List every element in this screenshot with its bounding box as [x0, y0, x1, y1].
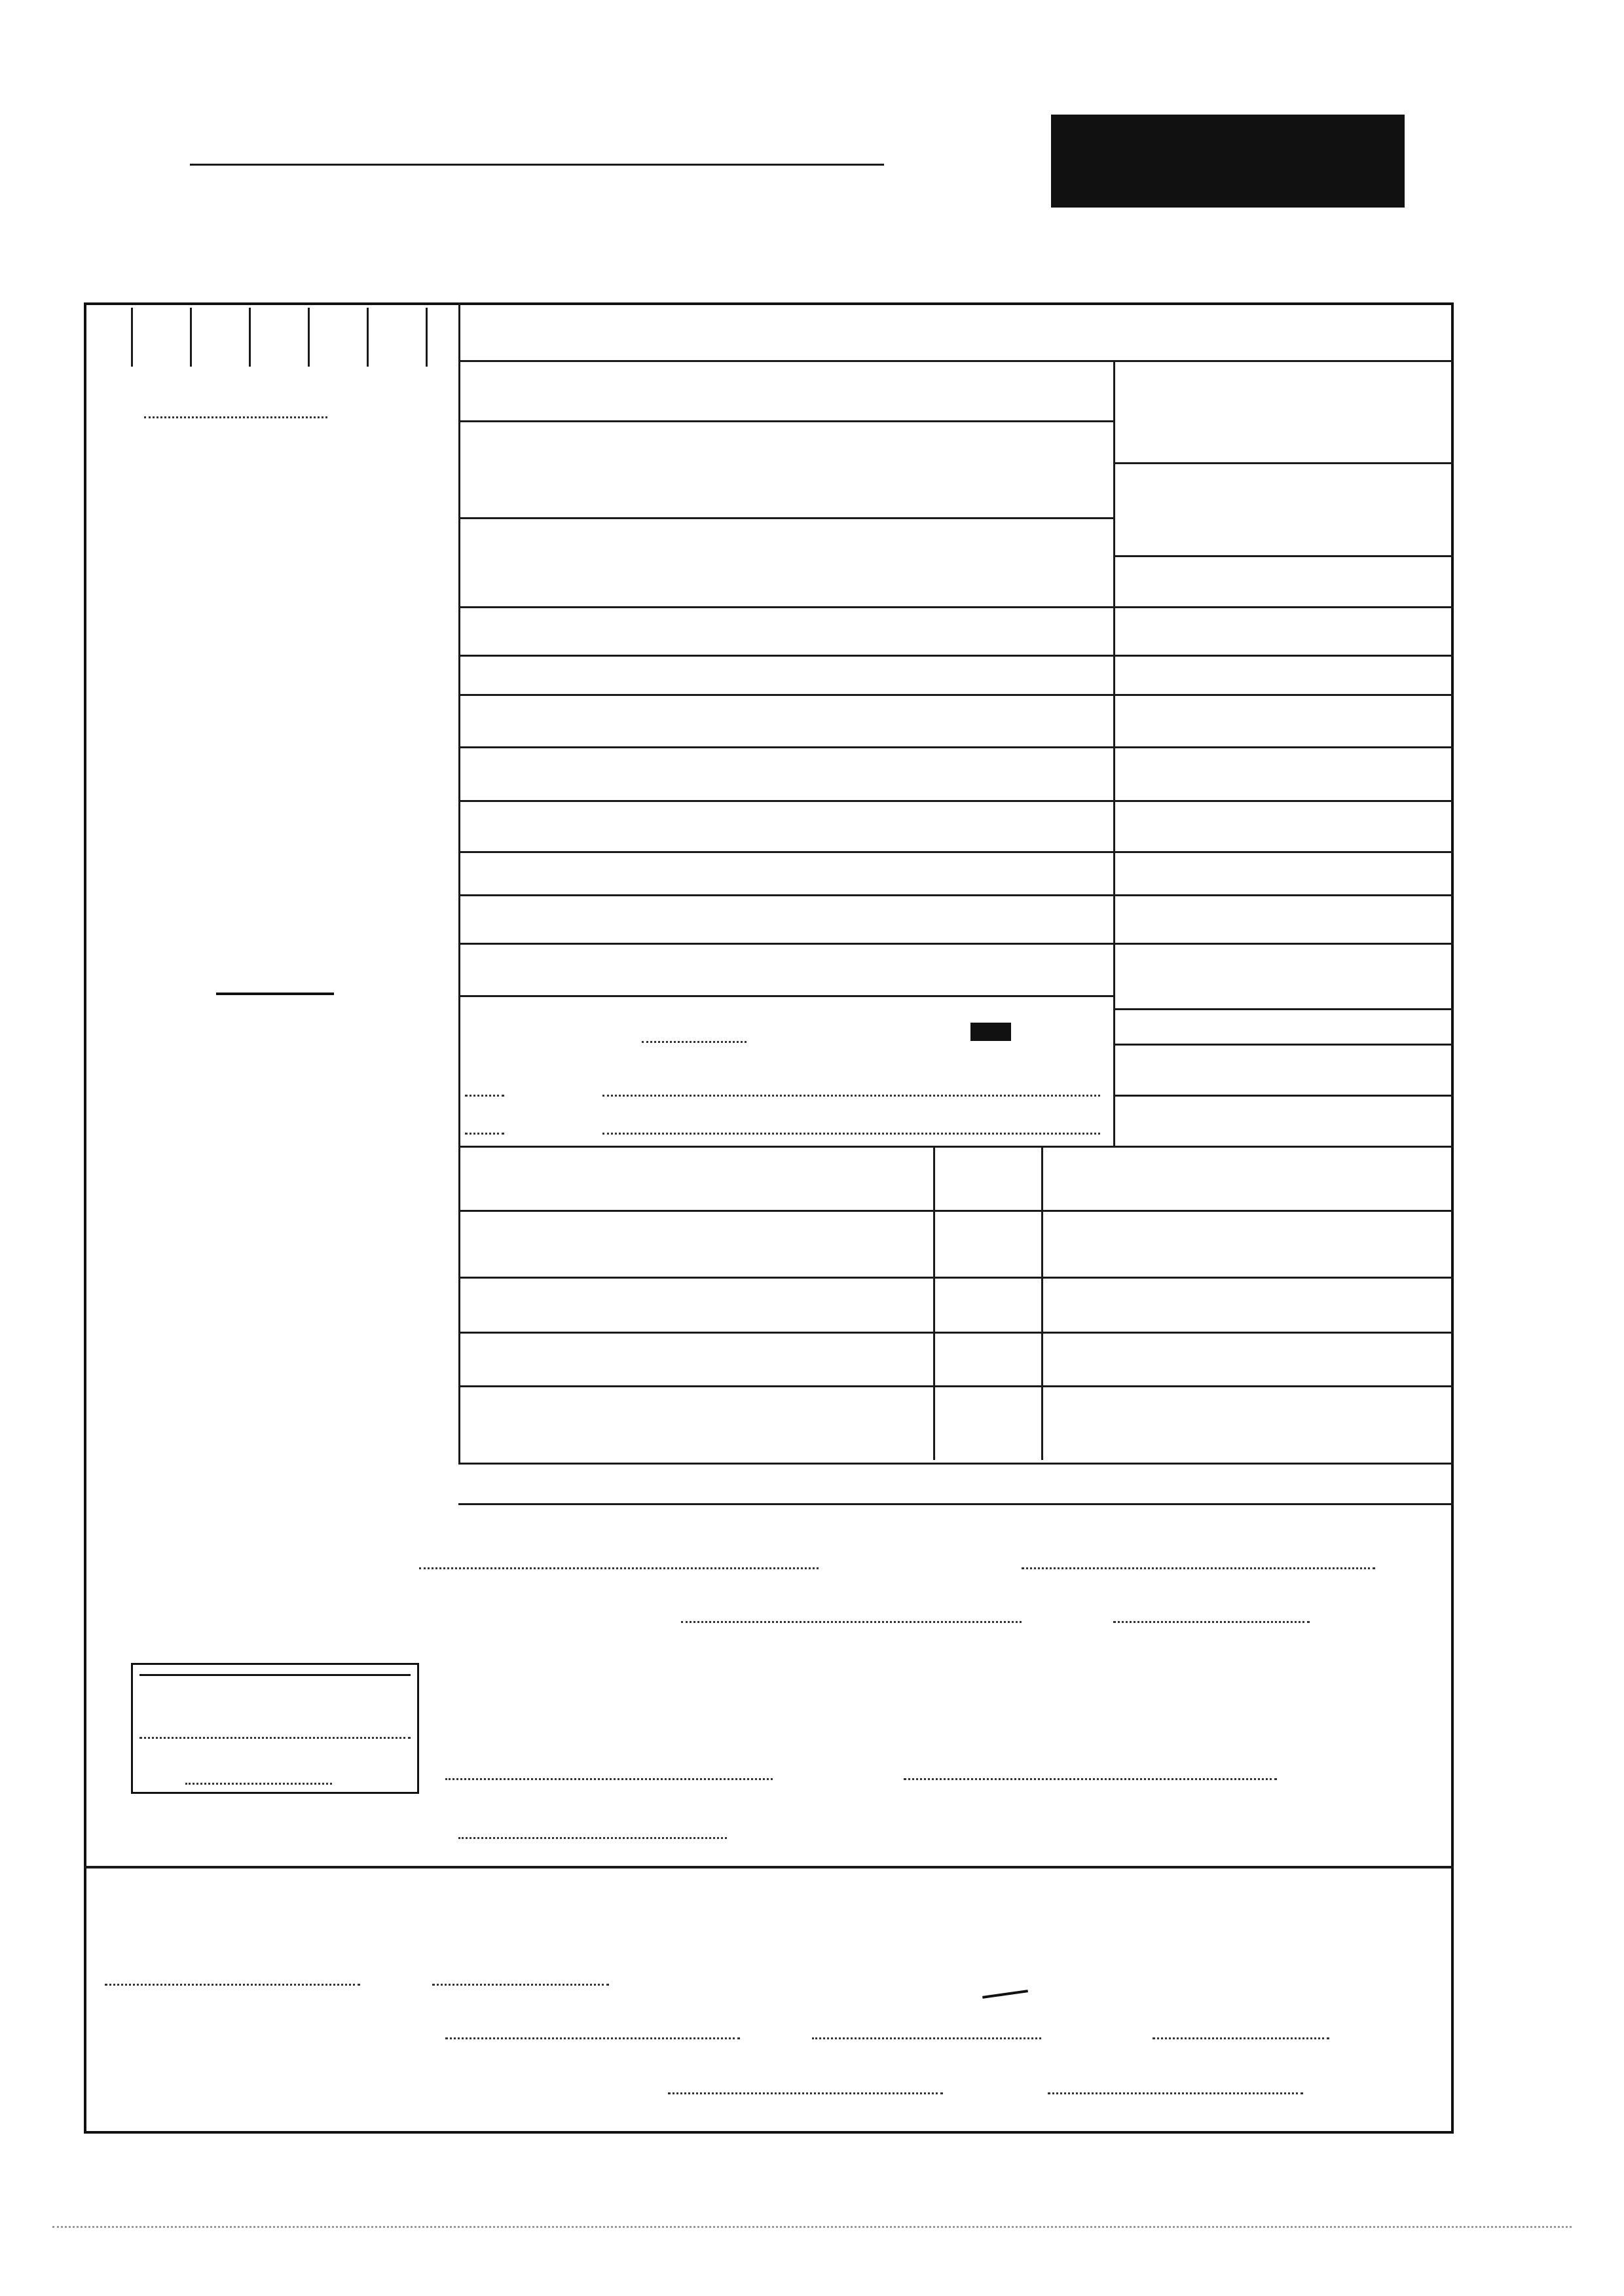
ghetto-dots: [105, 1984, 360, 1986]
law-logo: [216, 961, 334, 995]
husband-name-dots: [602, 1133, 1100, 1135]
row-divider: [1113, 943, 1454, 945]
field-line: [458, 894, 1113, 896]
field-line: [458, 517, 1113, 519]
row-divider: [1113, 606, 1454, 608]
witness-divider: [84, 1866, 1454, 1868]
row-divider: [1113, 1008, 1454, 1010]
children-count-dots: [642, 1041, 747, 1043]
etc-dots: [445, 2037, 740, 2039]
form-frame: [84, 302, 1454, 2134]
children-row-line: [458, 1463, 1454, 1465]
wife-name-dots: [602, 1095, 1100, 1097]
field-line: [458, 995, 1113, 997]
left-column-divider: [458, 302, 460, 1463]
approval-dots: [144, 416, 327, 418]
row-divider: [1113, 694, 1454, 696]
row-divider: [1113, 851, 1454, 853]
hiding-dots: [1153, 2037, 1329, 2039]
authority-underline: [190, 164, 884, 166]
struck-out-option: [970, 1023, 1011, 1041]
row-divider: [1113, 1095, 1454, 1097]
deceased-name-dots: [681, 1621, 1022, 1623]
label-column-divider: [1113, 360, 1115, 1146]
husband-age-dots: [465, 1133, 504, 1135]
address-dots: [419, 1567, 819, 1569]
declarant-name-dots: [1022, 1567, 1375, 1569]
field-line: [458, 943, 1113, 945]
children-col-divider: [1041, 1146, 1043, 1460]
scan-bottom-noise: [52, 2226, 1572, 2228]
row-divider: [1113, 800, 1454, 802]
row-divider: [1113, 1044, 1454, 1046]
children-row-line: [458, 1332, 1454, 1334]
field-line: [458, 800, 1113, 802]
instruction-divider: [458, 360, 1454, 362]
row-divider: [1113, 655, 1454, 657]
wife-age-dots: [465, 1095, 504, 1097]
citizenship-title: [139, 1670, 411, 1676]
field-line: [458, 851, 1113, 853]
forests-dots: [812, 2037, 1041, 2039]
approval-stub-boxes: [111, 308, 452, 367]
children-col-divider: [933, 1146, 935, 1460]
witness-address-dots: [668, 2092, 943, 2094]
row-divider: [1113, 555, 1454, 557]
row-divider: [1113, 746, 1454, 748]
field-line: [458, 606, 1113, 608]
witness-signature-dots: [1048, 2092, 1303, 2094]
children-table-top: [458, 1146, 1454, 1148]
row-divider: [1113, 462, 1454, 464]
signature-dots: [445, 1778, 773, 1780]
field-line: [458, 694, 1113, 696]
citizenship-box: [131, 1663, 419, 1794]
children-row-line: [458, 1277, 1454, 1279]
field-line: [458, 420, 1113, 422]
field-line: [458, 746, 1113, 748]
yad-vashem-logo: [1051, 115, 1405, 208]
note-line: [458, 1503, 1454, 1505]
official-signature-dots: [458, 1837, 727, 1839]
place-date-dots: [904, 1778, 1277, 1780]
children-header-line: [458, 1210, 1454, 1212]
field-line: [458, 655, 1113, 657]
camp-dots: [432, 1984, 609, 1986]
children-row-line: [458, 1385, 1454, 1387]
relation-dots: [1113, 1621, 1310, 1623]
row-divider: [1113, 894, 1454, 896]
